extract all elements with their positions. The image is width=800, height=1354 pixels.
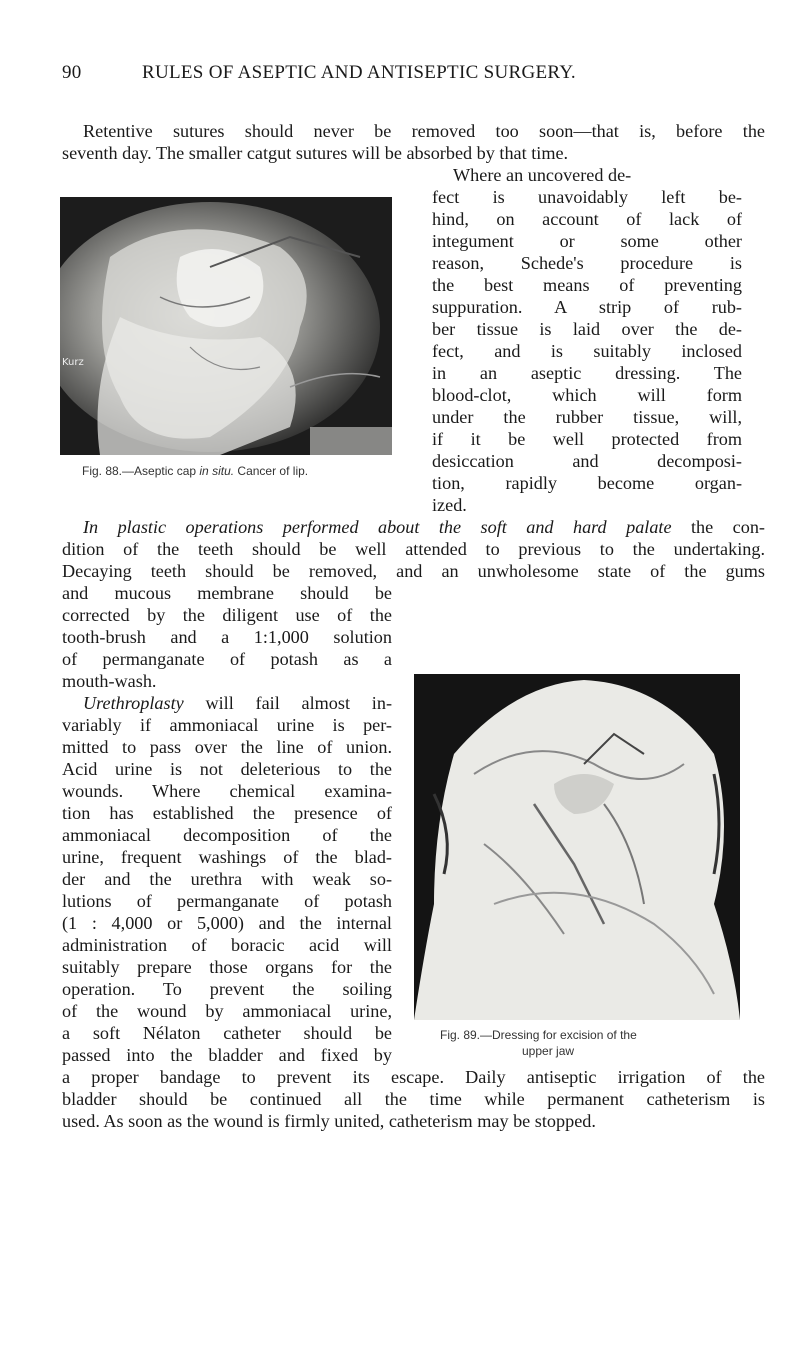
para4-line: ammoniacal decomposition of the bbox=[62, 825, 392, 845]
para2-line: hind, on account of lack of bbox=[432, 209, 742, 229]
para2-line: under the rubber tissue, will, bbox=[432, 407, 742, 427]
para2-line: fect is unavoidably left be- bbox=[432, 187, 742, 207]
para2-line: if it be well protected from bbox=[432, 429, 742, 449]
para4-line: variably if ammoniacal urine is per- bbox=[62, 715, 392, 735]
para4-line: Acid urine is not deleterious to the bbox=[62, 759, 392, 779]
para2-line: Where an uncovered de- bbox=[453, 165, 632, 185]
figure-89-image bbox=[414, 674, 740, 1020]
para4-line: a soft Nélaton catheter should be bbox=[62, 1023, 392, 1043]
para2-line: ized. bbox=[432, 495, 467, 515]
para4-line: Urethroplasty will fail almost in- bbox=[83, 693, 392, 713]
para4-line: tion has established the presence of bbox=[62, 803, 392, 823]
para2-line: tion, rapidly become organ- bbox=[432, 473, 742, 493]
para2-line: reason, Schede's procedure is bbox=[432, 253, 742, 273]
para3-line: tooth-brush and a 1:1,000 solution bbox=[62, 627, 392, 647]
para1-line: Retentive sutures should never be removed too soon—that is, before the bbox=[83, 121, 765, 141]
para2-line: fect, and is suitably inclosed bbox=[432, 341, 742, 361]
para2-line: suppuration. A strip of rub- bbox=[432, 297, 742, 317]
para3-line: of permanganate of potash as a bbox=[62, 649, 392, 669]
page-number: 90 bbox=[62, 62, 82, 83]
para2-line: the best means of preventing bbox=[432, 275, 742, 295]
para1-line: seventh day. The smaller catgut sutures will be absorbed by that time. bbox=[62, 143, 569, 163]
figure-88-inset-label: Kurz bbox=[62, 357, 84, 368]
running-title: RULES OF ASEPTIC AND ANTISEPTIC SURGERY. bbox=[142, 62, 576, 83]
para4-line: mitted to pass over the line of union. bbox=[62, 737, 392, 757]
para4-line: der and the urethra with weak so- bbox=[62, 869, 392, 889]
para4-line: of the wound by ammoniacal urine, bbox=[62, 1001, 392, 1021]
para4-line: a proper bandage to prevent its escape. Daily antiseptic irrigation of the bbox=[62, 1067, 765, 1087]
para4-line: administration of boracic acid will bbox=[62, 935, 392, 955]
para4-line: used. As soon as the wound is firmly united, catheterism may be stopped. bbox=[62, 1111, 596, 1131]
para4-line: bladder should be continued all the time while permanent catheterism is bbox=[62, 1089, 765, 1109]
figure-89-caption-line: upper jaw bbox=[522, 1044, 575, 1058]
para3-line: In plastic operations performed about the soft and hard palate the con- bbox=[83, 517, 765, 537]
para2-line: blood-clot, which will form bbox=[432, 385, 742, 405]
figure-88-caption: Fig. 88.—Aseptic cap in situ. Cancer of lip. bbox=[82, 464, 309, 478]
figure-88-image bbox=[60, 197, 392, 455]
para4-line: urine, frequent washings of the blad- bbox=[62, 847, 392, 867]
para4-line: lutions of permanganate of potash bbox=[62, 891, 392, 911]
para2-line: in an aseptic dressing. The bbox=[432, 363, 742, 383]
para4-line: suitably prepare those organs for the bbox=[62, 957, 392, 977]
figure-89-caption-line: Fig. 89.—Dressing for excision of the bbox=[440, 1028, 637, 1042]
para4-line: wounds. Where chemical examina- bbox=[62, 781, 392, 801]
para4-line: passed into the bladder and fixed by bbox=[62, 1045, 392, 1065]
para3-line: and mucous membrane should be bbox=[62, 583, 392, 603]
para3-line: corrected by the diligent use of the bbox=[62, 605, 392, 625]
para3-line: Decaying teeth should be removed, and an unwholesome state of the gums bbox=[62, 561, 765, 581]
para2-line: integument or some other bbox=[432, 231, 742, 251]
para3-line: dition of the teeth should be well attended to previous to the undertaking. bbox=[62, 539, 765, 559]
para4-line: (1 : 4,000 or 5,000) and the internal bbox=[62, 913, 392, 933]
para2-line: desiccation and decomposi- bbox=[432, 451, 742, 471]
para4-line: operation. To prevent the soiling bbox=[62, 979, 392, 999]
para3-line: mouth-wash. bbox=[62, 671, 157, 691]
para2-line: ber tissue is laid over the de- bbox=[432, 319, 742, 339]
